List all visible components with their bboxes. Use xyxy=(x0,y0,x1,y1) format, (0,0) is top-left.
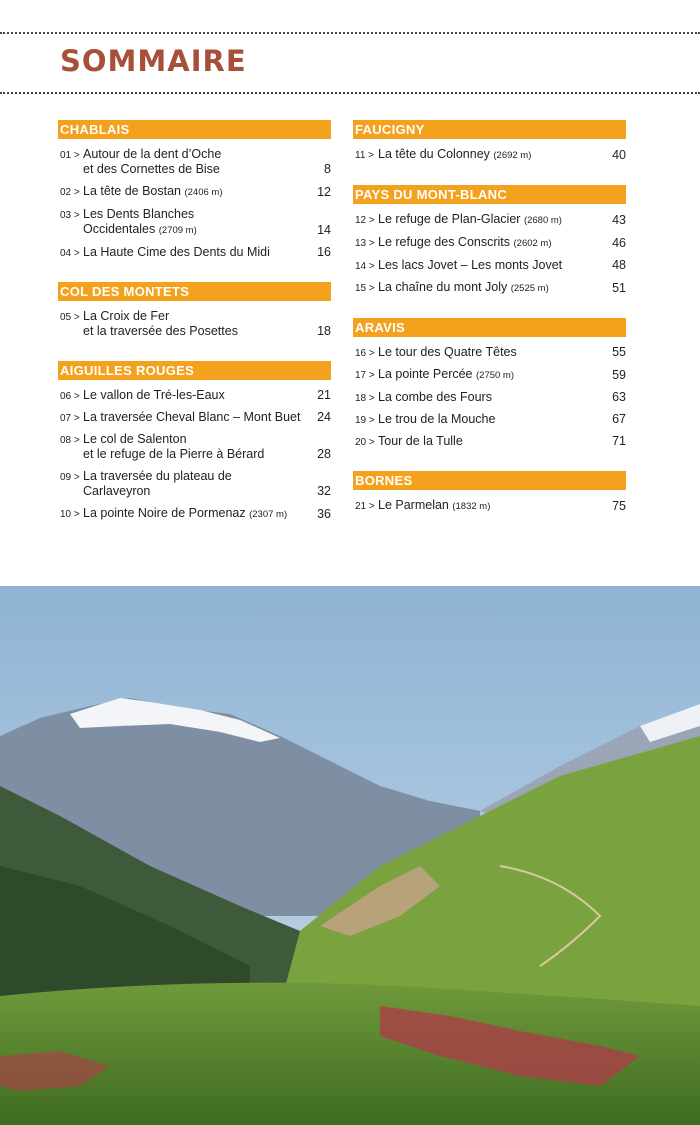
entry-altitude: (2525 m) xyxy=(510,283,549,294)
entry-number: 16 > xyxy=(355,348,375,359)
toc-entry[interactable] xyxy=(58,506,331,522)
entry-title: La traversée du plateau de Carlaveyron xyxy=(83,469,232,498)
entry-page-number: 43 xyxy=(612,213,626,227)
toc-entry[interactable] xyxy=(58,432,331,462)
entry-page-number: 71 xyxy=(612,434,626,448)
toc-section xyxy=(58,120,331,260)
entry-page-number: 36 xyxy=(317,507,331,521)
toc-section xyxy=(58,361,331,522)
entry-number: 11 > xyxy=(355,150,374,161)
entry-title-line2: et des Cornettes de Bise xyxy=(83,162,220,176)
entry-title: Le Parmelan xyxy=(378,498,449,512)
entry-number: 18 > xyxy=(355,393,375,404)
entry-title: Le col de Salenton xyxy=(83,432,187,446)
toc-entry[interactable] xyxy=(58,309,331,339)
section-heading: CHABLAIS xyxy=(58,120,331,139)
entry-page-number: 24 xyxy=(317,410,331,424)
entry-page-number: 21 xyxy=(317,388,331,402)
entry-number: 06 > xyxy=(60,391,80,402)
toc-entry[interactable] xyxy=(58,469,331,499)
toc-right-column xyxy=(353,120,626,521)
entry-title: Les lacs Jovet – Les monts Jovet xyxy=(378,258,563,272)
entry-title: La Haute Cime des Dents du Midi xyxy=(83,245,270,259)
entry-page-number: 46 xyxy=(612,236,626,250)
toc-entry[interactable] xyxy=(353,212,626,228)
entry-page-number: 32 xyxy=(317,484,331,498)
entry-page-number: 63 xyxy=(612,390,626,404)
entry-altitude: (2709 m) xyxy=(158,225,197,236)
entry-altitude: (2680 m) xyxy=(523,215,562,226)
toc-entry[interactable] xyxy=(58,207,331,238)
section-heading: ARAVIS xyxy=(353,318,626,337)
entry-page-number: 8 xyxy=(324,162,331,176)
entry-number: 13 > xyxy=(355,238,375,249)
entry-page-number: 16 xyxy=(317,245,331,259)
entry-title: La tête de Bostan xyxy=(83,184,181,198)
entry-altitude: (2602 m) xyxy=(513,238,552,249)
toc-section xyxy=(353,185,626,296)
dotted-rule-bottom xyxy=(0,92,700,94)
entry-altitude: (2406 m) xyxy=(184,187,223,198)
section-heading: BORNES xyxy=(353,471,626,490)
page-title: SOMMAIRE xyxy=(60,44,247,78)
toc-left-column xyxy=(58,120,331,529)
entry-title: La Croix de Fer xyxy=(83,309,170,323)
mountain-landscape-photo xyxy=(0,586,700,1125)
entry-altitude: (1832 m) xyxy=(452,501,491,512)
entry-title: Le tour des Quatre Têtes xyxy=(378,345,517,359)
entry-page-number: 55 xyxy=(612,345,626,359)
entry-altitude: (2692 m) xyxy=(493,150,532,161)
entry-title: Autour de la dent d’Oche xyxy=(83,147,222,161)
entry-number: 08 > xyxy=(60,435,80,446)
toc-entry[interactable] xyxy=(353,367,626,383)
toc-entry[interactable] xyxy=(353,498,626,514)
toc-section xyxy=(353,471,626,514)
toc-section xyxy=(353,318,626,449)
toc-entry[interactable] xyxy=(58,245,331,260)
entry-number: 04 > xyxy=(60,248,80,259)
entry-title: La tête du Colonney xyxy=(378,147,490,161)
entry-title: La traversée Cheval Blanc – Mont Buet xyxy=(83,410,301,424)
entry-title: La pointe Noire de Pormenaz xyxy=(83,506,246,520)
toc-entry[interactable] xyxy=(353,390,626,405)
entry-page-number: 59 xyxy=(612,368,626,382)
entry-title: Le refuge de Plan-Glacier xyxy=(378,212,521,226)
entry-number: 05 > xyxy=(60,312,80,323)
entry-altitude: (2750 m) xyxy=(476,370,515,381)
section-heading: AIGUILLES ROUGES xyxy=(58,361,331,380)
entry-title: Le refuge des Conscrits xyxy=(378,235,511,249)
entry-number: 14 > xyxy=(355,261,375,272)
entry-number: 07 > xyxy=(60,413,80,424)
section-heading: COL DES MONTETS xyxy=(58,282,331,301)
entry-number: 03 > xyxy=(60,210,80,221)
entry-number: 17 > xyxy=(355,370,375,381)
entry-number: 21 > xyxy=(355,501,375,512)
entry-title: Tour de la Tulle xyxy=(378,434,463,448)
entry-page-number: 51 xyxy=(612,281,626,295)
entry-page-number: 12 xyxy=(317,185,331,199)
entry-number: 02 > xyxy=(60,187,80,198)
section-heading: FAUCIGNY xyxy=(353,120,626,139)
entry-number: 19 > xyxy=(355,415,375,426)
dotted-rule-top xyxy=(0,32,700,34)
entry-altitude: (2307 m) xyxy=(249,509,288,520)
entry-page-number: 14 xyxy=(317,223,331,237)
toc-entry[interactable] xyxy=(353,345,626,360)
entry-title: Le trou de la Mouche xyxy=(378,412,496,426)
entry-title-line2: Occidentales xyxy=(83,222,156,236)
entry-number: 10 > xyxy=(60,509,80,520)
entry-title-line2: et le refuge de la Pierre à Bérard xyxy=(83,447,265,461)
toc-entry[interactable] xyxy=(58,410,331,425)
toc-entry[interactable] xyxy=(353,258,626,273)
toc-entry[interactable] xyxy=(58,184,331,200)
toc-entry[interactable] xyxy=(353,280,626,296)
entry-title: La combe des Fours xyxy=(378,390,492,404)
toc-entry[interactable] xyxy=(353,412,626,427)
toc-entry[interactable] xyxy=(58,147,331,177)
toc-entry[interactable] xyxy=(353,235,626,251)
entry-number: 12 > xyxy=(355,215,375,226)
entry-page-number: 67 xyxy=(612,412,626,426)
entry-title: La pointe Percée xyxy=(378,367,473,381)
entry-number: 01 > xyxy=(60,150,80,161)
entry-title-line2: et la traversée des Posettes xyxy=(83,324,238,338)
toc-entry[interactable] xyxy=(353,434,626,449)
toc-entry[interactable] xyxy=(58,388,331,403)
entry-page-number: 48 xyxy=(612,258,626,272)
toc-entry[interactable] xyxy=(353,147,626,163)
entry-title: Le vallon de Tré-les-Eaux xyxy=(83,388,225,402)
entry-title: La chaîne du mont Joly xyxy=(378,280,508,294)
entry-page-number: 28 xyxy=(317,447,331,461)
entry-page-number: 75 xyxy=(612,499,626,513)
entry-number: 15 > xyxy=(355,283,375,294)
toc-section xyxy=(353,120,626,163)
toc-section xyxy=(58,282,331,339)
entry-page-number: 40 xyxy=(612,148,626,162)
entry-title: Les Dents Blanches xyxy=(83,207,195,221)
entry-number: 20 > xyxy=(355,437,375,448)
section-heading: PAYS DU MONT-BLANC xyxy=(353,185,626,204)
entry-page-number: 18 xyxy=(317,324,331,338)
entry-number: 09 > xyxy=(60,472,80,483)
